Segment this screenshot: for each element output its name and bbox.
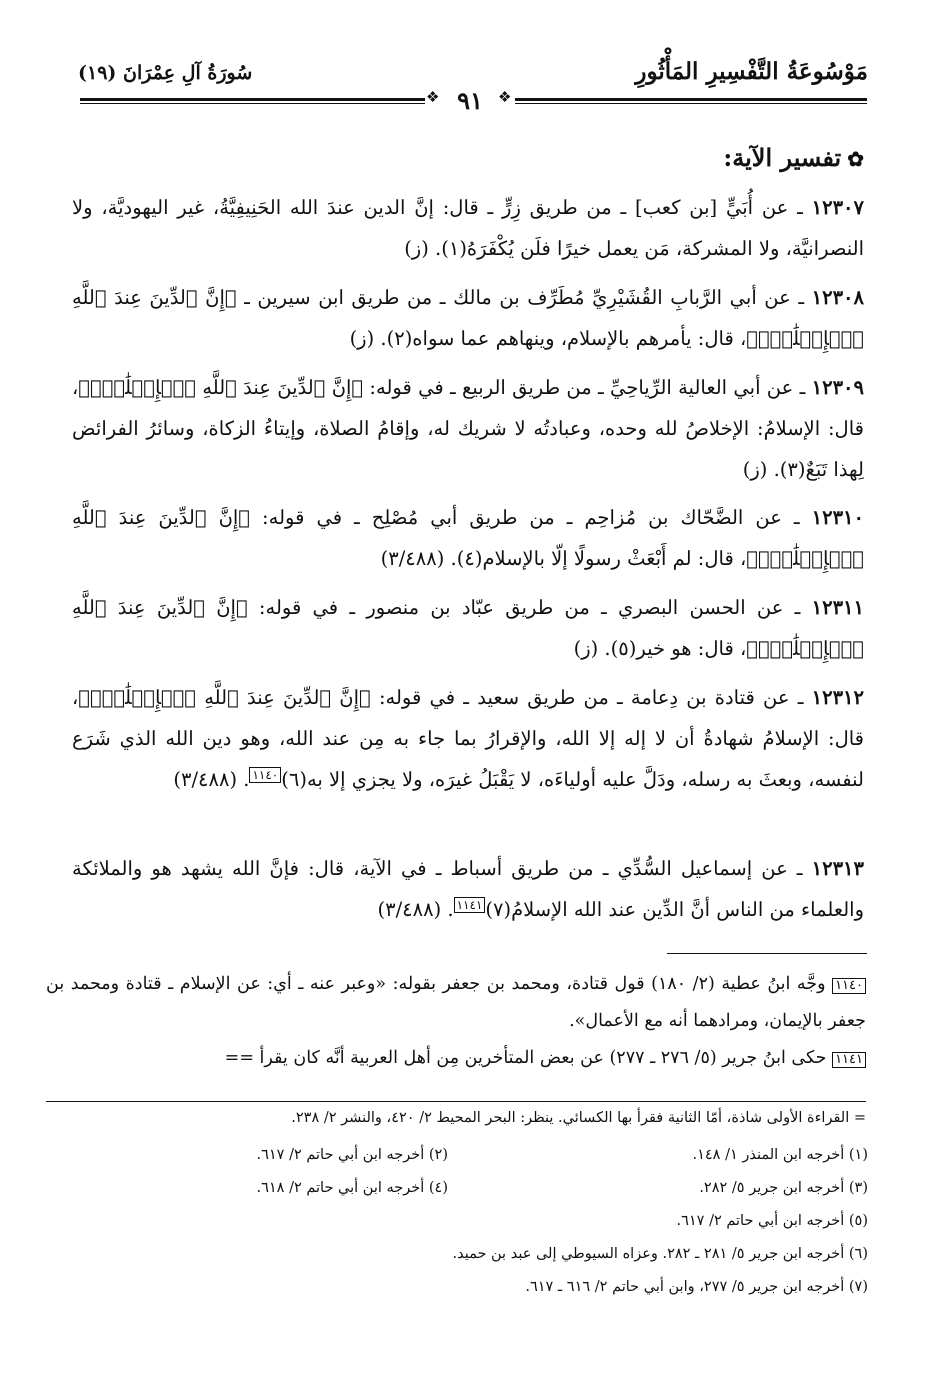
entry-text: ـ عن قتادة بن دِعامة ـ من طريق سعيد ـ في قوله: ﴿إِنَّ ٱلدِّينَ عِندَ ٱللَّهِ ٱلۡإِسۡلَٰمُۗ﴾، قال: الإسلامُ شهادةُ أن لا إله إلا الله، والإقرارُ بما جاء به مِن عند الله، وهو دين الله الذي شَرَع لنفسه، وبعثَ به رسله، ودَلَّ عليه أولياءَه، لا يَقْبَلُ غيرَه، ولا يجزي إلا به(٦)	[72, 686, 864, 791]
entry-number: ١٢٣١٠	[811, 506, 864, 529]
header-rule-right	[515, 98, 867, 101]
footnote-2: (٢) أخرجه ابن أبي حاتم ٢/ ٦١٧.	[256, 1147, 448, 1163]
commentary-ref-box: ١١٤١	[454, 897, 486, 913]
notes-separator	[667, 953, 867, 954]
section-heading	[723, 143, 864, 172]
narration-entry	[72, 367, 864, 490]
entry-number: ١٢٣١٣	[811, 857, 865, 880]
narration-entry	[72, 587, 864, 669]
footnote-continuation: = القراءة الأولى شاذة، أمّا الثانية فقرأ بها الكسائي. ينظر: البحر المحيط ٢/ ٤٢٠، والنشر ٢/ ٢٣٨.	[291, 1110, 866, 1126]
narration-entry	[72, 187, 864, 269]
commentary-note-box: ١١٤٠	[832, 978, 866, 994]
commentary-note	[46, 1040, 866, 1077]
footnote-row	[68, 1180, 868, 1210]
commentary-note-box: ١١٤١	[832, 1052, 866, 1068]
footnotes-separator	[46, 1101, 866, 1102]
header-rule-right-thin	[515, 103, 867, 104]
commentary-note-text: وجَّه ابنُ عطية (٢/ ١٨٠) قول قتادة، ومحمد بن جعفر بقوله: «وعبر عنه ـ أي: عن الإسلام ـ قتادة ومحمد بن جعفر بالإيمان، ومرادهما أنه مع الأعمال».	[46, 974, 866, 1031]
entry-text: ـ عن أبي الرَّبابِ القُشَيْرِيِّ مُطَرِّف بن مالك ـ من طريق ابن سيرين ـ ﴿إِنَّ ٱلدِّينَ عِندَ ٱللَّهِ ٱلۡإِسۡلَٰمُۗ﴾، قال: يأمرهم بالإسلام، وينهاهم عما سواه(٢). (ز)	[72, 286, 864, 350]
header-rule-left	[80, 98, 425, 101]
entry-number: ١٢٣٠٩	[811, 376, 864, 399]
commentary-note	[46, 966, 866, 1040]
entry-number: ١٢٣٠٨	[811, 286, 864, 309]
narration-entry	[72, 497, 864, 579]
entry-number: ١٢٣٠٧	[811, 196, 864, 219]
surah-label: سُورَةُ آلِ عِمْرَانَ (١٩)	[78, 62, 253, 84]
footnote-1: (١) أخرجه ابن المنذر ١/ ١٤٨.	[692, 1147, 868, 1163]
commentary-ref-box: ١١٤٠	[249, 767, 281, 783]
page-number: ٩١	[457, 86, 483, 115]
narration-entry	[72, 848, 864, 930]
entry-source: . (٣/٤٨٨)	[173, 768, 250, 791]
header-rule-left-thin	[80, 103, 425, 104]
entry-text: ـ عن الضَّحّاك بن مُزاحِم ـ من طريق أبي مُصْلِح ـ في قوله: ﴿إِنَّ ٱلدِّينَ عِندَ ٱللَّهِ ٱلۡإِسۡلَٰمُۗ﴾، قال: لم أَبْعَثْ رسولًا إلّا بالإسلام(٤). (٣/٤٨٨)	[72, 506, 864, 570]
section-heading-text: تفسير الآية:	[723, 143, 842, 172]
entry-text: ـ عن الحسن البصري ـ من طريق عبّاد بن منصور ـ في قوله: ﴿إِنَّ ٱلدِّينَ عِندَ ٱللَّهِ ٱلۡإِسۡلَٰمُۗ﴾، قال: هو خير(٥). (ز)	[72, 596, 864, 660]
footnote-3: (٣) أخرجه ابن جرير ٥/ ٢٨٢.	[699, 1180, 868, 1196]
narration-entry	[72, 277, 864, 359]
footnote-7: (٧) أخرجه ابن جرير ٥/ ٢٧٧، وابن أبي حاتم ٢/ ٦١٦ ـ ٦١٧.	[525, 1279, 868, 1295]
commentary-note-text: حكى ابنُ جرير (٥/ ٢٧٦ ـ ٢٧٧) عن بعض المتأخرين مِن أهل العربية أنَّه كان يقرأ ==	[224, 1048, 827, 1068]
footnote-row	[68, 1147, 868, 1177]
entry-text: ـ عن إسماعيل السُّدِّي ـ من طريق أسباط ـ في الآية، قال: فإنَّ الله يشهد هو والملائكة والعلماء من الناس أنَّ الدِّين عند الله الإسلامُ(٧)	[72, 857, 864, 921]
entry-text: ـ عن أُبَيٍّ [بن كعب] ـ من طريق زِرٍّ ـ قال: إنَّ الدين عندَ الله الحَنِيفِيَّةُ، غير اليهوديَّة، ولا النصرانيَّة، ولا المشركة، مَن يعمل خيرًا فلَن يُكْفَرَهُ(١). (ز)	[72, 196, 864, 260]
ornament-icon: ❖	[426, 88, 440, 106]
entry-text: ـ عن أبي العالية الرِّياحِيِّ ـ من طريق الربيع ـ في قوله: ﴿إِنَّ ٱلدِّينَ عِندَ ٱللَّهِ ٱلۡإِسۡلَٰمُۗ﴾، قال: الإسلامُ: الإخلاصُ لله وحده، وعبادتُه لا شريك له، وإقامُ الصلاة، وإيتاءُ الزكاة، وسائرُ الفرائض لِهذا تَبَعٌ(٣). (ز)	[72, 376, 864, 481]
entry-number: ١٢٣١١	[811, 596, 864, 619]
footnote-6: (٦) أخرجه ابن جرير ٥/ ٢٨١ ـ ٢٨٢. وعزاه السيوطي إلى عبد بن حميد.	[452, 1246, 868, 1262]
book-title: مَوْسُوعَةُ التَّفْسِيرِ المَأْثُورِ	[635, 58, 868, 85]
entry-source: . (٣/٤٨٨)	[377, 898, 454, 921]
entry-number: ١٢٣١٢	[811, 686, 864, 709]
ornament-icon: ❖	[498, 88, 512, 106]
footnote-4: (٤) أخرجه ابن أبي حاتم ٢/ ٦١٨.	[256, 1180, 448, 1196]
flower-icon: ✿	[847, 147, 864, 171]
footnote-5: (٥) أخرجه ابن أبي حاتم ٢/ ٦١٧.	[676, 1213, 868, 1229]
narration-entry	[72, 677, 864, 800]
